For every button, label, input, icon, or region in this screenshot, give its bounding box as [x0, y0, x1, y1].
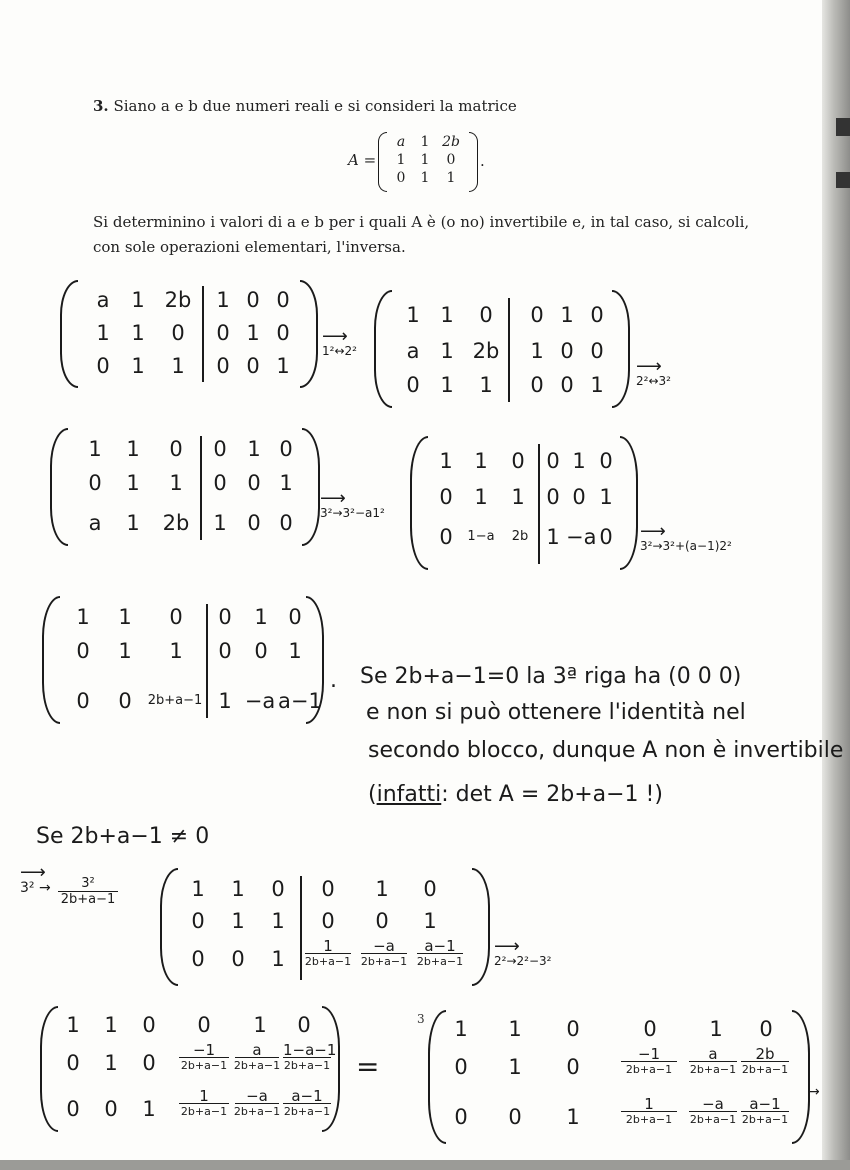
matrix-row — [392, 336, 612, 366]
matrix-cell: 0 — [530, 303, 544, 327]
matrix-row — [58, 1087, 331, 1124]
matrix-row — [68, 434, 302, 464]
matrix-cell: 1 — [276, 354, 290, 378]
matrix-cell: 1 — [530, 339, 544, 363]
matrix-cell: 1 — [142, 1097, 156, 1121]
matrix-cell: 1 — [231, 877, 245, 901]
matrix-cell: 0 — [375, 909, 389, 933]
matrix-row — [428, 482, 620, 512]
matrix-fraction: −1 2b+a−1 — [180, 1041, 228, 1072]
matrix-cell: 1 — [590, 373, 604, 397]
problem-number: 3. — [93, 97, 109, 115]
matrix-cell: 0 — [566, 1017, 580, 1041]
question-line: Si determinino i valori di a e b per i quali A è (o no) invertibile e, in tal caso, si calcoli, — [93, 213, 750, 231]
matrix-cell: 0 — [66, 1051, 80, 1075]
matrix-cell: 0 — [406, 373, 420, 397]
matrix-row — [68, 508, 302, 538]
matrix-cell: 1 — [375, 877, 389, 901]
left-paren — [410, 436, 428, 570]
matrix-fraction: −a 2b+a−1 — [233, 1087, 281, 1118]
row-operation-label: 2²↔3² — [636, 374, 671, 388]
row-operation-label: 2²→2²−3² — [494, 954, 552, 968]
row-operation-5 — [20, 862, 51, 896]
matrix-cell: 1−a — [467, 529, 495, 544]
augmented-matrix-6 — [160, 868, 490, 986]
matrix-cell: 0 — [118, 689, 132, 713]
right-paren — [620, 436, 638, 570]
matrix-row — [78, 351, 300, 381]
matrix-cell: 0 — [66, 1097, 80, 1121]
matrix-cell: 1 — [76, 605, 90, 629]
augmented-matrix-4 — [410, 436, 638, 570]
matrix-row — [60, 602, 306, 632]
matrix-cell: 0 — [479, 303, 493, 327]
row-operation-label: 3²→3²+(a−1)2² — [640, 539, 732, 553]
matrix-cell: 0 — [511, 449, 525, 473]
matrix-cell: 2b — [442, 134, 460, 150]
right-paren — [300, 280, 318, 388]
matrix-cell: 1 — [118, 605, 132, 629]
matrix-cell: 1 — [288, 639, 302, 663]
matrix-cell: 1 — [126, 437, 140, 461]
matrix-cell: 2b — [472, 339, 500, 363]
matrix-cell: 1 — [171, 354, 185, 378]
matrix-cell: 1 — [572, 449, 586, 473]
matrix-cell: 0 — [169, 437, 183, 461]
op5-numerator: 3² — [58, 876, 118, 892]
matrix-A — [378, 132, 478, 192]
matrix-cell: −a — [244, 689, 276, 713]
op5-lhs: 3² — [20, 880, 35, 896]
arrow-icon: → — [38, 880, 51, 896]
matrix-cell: a — [406, 339, 420, 363]
matrix-cell: 1 — [439, 449, 453, 473]
matrix-cell: 0 — [96, 354, 110, 378]
matrix-row — [392, 370, 612, 400]
matrix-cell: 0 — [279, 437, 293, 461]
matrix-cell: a — [96, 288, 110, 312]
matrix-cell: 0 — [247, 471, 261, 495]
matrix-cell: 0 — [142, 1051, 156, 1075]
op5-denominator: 2b+a−1 — [60, 892, 116, 907]
case-2-heading: Se 2b+a−1 ≠ 0 — [36, 824, 210, 849]
problem-intro-text: Siano a e b due numeri reali e si consideri la matrice — [113, 97, 517, 115]
matrix-cell: 1 — [104, 1013, 118, 1037]
matrix-cell: 1 — [216, 288, 230, 312]
matrix-cell: a−1 — [278, 689, 322, 713]
matrix-fraction: −1 2b+a−1 — [618, 1048, 680, 1076]
matrix-cell: 0 — [254, 639, 268, 663]
right-paren — [792, 1010, 810, 1144]
matrix-cell: 1 — [213, 511, 227, 535]
problem-intro — [93, 96, 773, 116]
matrix-cell: 0 — [276, 288, 290, 312]
matrix-fraction: 1 2b+a−1 — [180, 1087, 228, 1118]
matrix-cell: 0 — [454, 1055, 468, 1079]
matrix-cell: 1 — [253, 1013, 267, 1037]
matrix-cell: 1 — [118, 639, 132, 663]
matrix-cell: 0 — [76, 639, 90, 663]
matrix-cell: 0 — [297, 1013, 311, 1037]
matrix-cell: a — [396, 134, 406, 150]
matrix-cell: −a — [566, 525, 597, 549]
page-number: 3 — [417, 1012, 425, 1026]
matrix-cell: 0 — [566, 1055, 580, 1079]
matrix-cell: 0 — [590, 339, 604, 363]
matrix-fraction: a−1 2b+a−1 — [741, 1095, 789, 1126]
matrix-cell: 0 — [76, 689, 90, 713]
matrix-cell: 1 — [511, 485, 525, 509]
matrix-row — [60, 686, 322, 716]
matrix-cell: 1 — [440, 339, 454, 363]
arrow-icon: ⟶ — [636, 356, 662, 377]
row-operation-3 — [320, 488, 385, 520]
matrix-fraction: −a 2b+a−1 — [360, 937, 408, 968]
matrix-cell: 1 — [169, 639, 183, 663]
note-paren: ( — [368, 782, 377, 807]
matrix-cell: 1 — [271, 909, 285, 933]
matrix-row — [58, 1041, 337, 1078]
matrix-cell: 0 — [246, 354, 260, 378]
matrix-fraction: 1 2b+a−1 — [618, 1098, 680, 1126]
augmented-matrix-2 — [374, 290, 630, 408]
row-operation-label: 1²↔2² — [322, 344, 357, 358]
matrix-cell: 1 — [423, 909, 437, 933]
matrix-cell: 0 — [546, 485, 560, 509]
matrix-cell: 0 — [88, 471, 102, 495]
matrix-cell: 1 — [126, 471, 140, 495]
matrix-cell: 0 — [218, 605, 232, 629]
matrix5-period: . — [330, 668, 337, 693]
matrix-cell: 1 — [271, 947, 285, 971]
matrix-cell: 0 — [216, 321, 230, 345]
matrix-cell: 0 — [218, 639, 232, 663]
matrix-cell: 0 — [643, 1017, 657, 1041]
matrix-row — [78, 285, 300, 315]
matrix-cell: 2b — [511, 529, 529, 544]
left-paren — [40, 1006, 58, 1132]
matrix-cell: 0 — [446, 152, 456, 168]
matrix-cell: 0 — [599, 449, 613, 473]
matrix-cell: 0 — [271, 877, 285, 901]
matrix-cell: 2b — [164, 288, 192, 312]
matrix-cell: 1 — [454, 1017, 468, 1041]
right-paren — [302, 428, 320, 546]
note-line: e non si può ottenere l'identità nel — [366, 700, 746, 725]
matrix-cell: 1 — [247, 437, 261, 461]
matrix-cell: 1 — [218, 689, 232, 713]
row-operation-label: 3²→3²−a1² — [320, 506, 385, 520]
matrix-cell: 1 — [126, 511, 140, 535]
matrix-cell: 1 — [131, 321, 145, 345]
matrix-cell: 0 — [560, 339, 574, 363]
matrix-fraction: a 2b+a−1 — [689, 1045, 737, 1076]
matrix-row — [178, 906, 472, 936]
note-line: secondo blocco, dunque A non è invertibile — [368, 738, 844, 763]
arrow-icon: ⟶ — [322, 326, 348, 347]
left-paren — [60, 280, 78, 388]
matrix-cell: 1 — [66, 1013, 80, 1037]
matrix-fraction: a−1 2b+a−1 — [416, 937, 464, 968]
matrix-fraction: a 2b+a−1 — [233, 1041, 281, 1072]
matrix-cell: 2b — [162, 511, 190, 535]
matrix-cell: 0 — [321, 877, 335, 901]
arrow-icon: ⟶ — [20, 862, 46, 883]
matrix-row — [446, 1014, 792, 1044]
matrix-fraction: 2b 2b+a−1 — [741, 1045, 789, 1076]
matrix-cell: 0 — [213, 471, 227, 495]
matrix-period: . — [480, 152, 485, 170]
matrix-cell: 0 — [197, 1013, 211, 1037]
matrix-cell: 1 — [96, 321, 110, 345]
matrix-cell: 0 — [231, 947, 245, 971]
arrow-icon: ⟶ — [494, 936, 520, 957]
matrix-row — [178, 937, 472, 974]
matrix-cell: 0 — [454, 1105, 468, 1129]
matrix-cell: 1 — [440, 373, 454, 397]
augmented-matrix-7 — [40, 1006, 340, 1132]
left-paren — [378, 132, 387, 192]
arrow-icon: ⟶ — [640, 521, 666, 542]
scan-edge-mark — [836, 172, 850, 188]
matrix-row — [446, 1045, 792, 1082]
augmented-matrix-5 — [42, 596, 324, 724]
matrix-cell: 1 — [191, 877, 205, 901]
op5-fraction — [58, 876, 118, 907]
matrix-cell: 1 — [420, 170, 430, 186]
matrix-cell: 0 — [279, 511, 293, 535]
matrix-fraction: 1 2b+a−1 — [304, 937, 352, 968]
matrix-cell: 0 — [759, 1017, 773, 1041]
matrix-cell: 1 — [231, 909, 245, 933]
matrix-row — [78, 318, 300, 348]
matrix-cell: 0 — [572, 485, 586, 509]
matrix-cell: a — [88, 511, 102, 535]
matrix-cell: 1 — [131, 354, 145, 378]
matrix-cell: 0 — [104, 1097, 118, 1121]
scan-bottom-edge — [0, 1160, 850, 1170]
matrix-cell: 1 — [508, 1055, 522, 1079]
matrix-cell: 0 — [423, 877, 437, 901]
matrix-cell: 0 — [288, 605, 302, 629]
arrow-icon: ⟶ — [320, 488, 346, 509]
left-paren — [50, 428, 68, 546]
matrix-row — [60, 636, 306, 666]
matrix-cell: 2b+a−1 — [147, 693, 203, 708]
matrix-row — [58, 1010, 322, 1040]
row-operation-1 — [322, 326, 357, 358]
matrix-cell: 1 — [131, 288, 145, 312]
matrix-cell: 0 — [213, 437, 227, 461]
note-line: Se 2b+a−1=0 la 3ª riga ha (0 0 0) — [360, 664, 742, 689]
matrix-cell: 0 — [546, 449, 560, 473]
matrix-cell: 1 — [246, 321, 260, 345]
row-operation-4 — [640, 521, 732, 553]
note-infatti: infatti — [376, 782, 442, 807]
matrix-cell: 1 — [446, 170, 456, 186]
matrix-cell: 1 — [88, 437, 102, 461]
matrix-cell: 1 — [479, 373, 493, 397]
matrix-cell: 0 — [191, 947, 205, 971]
matrix-cell: 1 — [396, 152, 406, 168]
matrix-cell: 1 — [420, 152, 430, 168]
matrix-cell: 0 — [396, 170, 406, 186]
matrix-cell: 0 — [508, 1105, 522, 1129]
problem-question — [93, 210, 773, 260]
augmented-matrix-8 — [428, 1010, 810, 1144]
question-line: con sole operazioni elementari, l'inversa. — [93, 238, 406, 256]
matrix-cell: 1 — [420, 134, 430, 150]
matrix-cell: 1 — [546, 525, 560, 549]
note-det: : det A = 2b+a−1 !) — [441, 782, 663, 807]
matrix-cell: 0 — [142, 1013, 156, 1037]
matrix-cell: 0 — [169, 605, 183, 629]
matrix-cell: 0 — [246, 288, 260, 312]
matrix-cell: 1 — [560, 303, 574, 327]
right-paren — [472, 868, 490, 986]
matrix-cell: 0 — [439, 485, 453, 509]
matrix-fraction: a−1 2b+a−1 — [283, 1087, 331, 1118]
matrix-cell: 0 — [321, 909, 335, 933]
equals-sign: = — [356, 1050, 380, 1083]
matrix-row — [392, 300, 612, 330]
scan-edge-mark — [836, 118, 850, 136]
matrix-row — [178, 874, 472, 904]
matrix-cell: 1 — [406, 303, 420, 327]
matrix-cell: 1 — [508, 1017, 522, 1041]
matrix-row — [428, 446, 620, 476]
left-paren — [374, 290, 392, 408]
matrix-cell: 1 — [474, 449, 488, 473]
matrix-fraction: −a 2b+a−1 — [689, 1095, 737, 1126]
matrix-row — [446, 1095, 792, 1132]
augmented-matrix-1 — [60, 280, 318, 388]
matrix-cell: 1 — [279, 471, 293, 495]
matrix-row — [68, 468, 302, 498]
matrix-cell: 0 — [247, 511, 261, 535]
right-paren — [469, 132, 478, 192]
matrix-fraction: 1−a−1 2b+a−1 — [283, 1041, 337, 1072]
matrix-cell: 0 — [191, 909, 205, 933]
printed-matrix-A — [348, 132, 508, 192]
matrix-cell: 1 — [440, 303, 454, 327]
final-arrow-icon: → — [808, 1084, 820, 1100]
matrix-cell: 1 — [709, 1017, 723, 1041]
matrix-cell: 0 — [560, 373, 574, 397]
left-paren — [428, 1010, 446, 1144]
right-paren — [612, 290, 630, 408]
left-paren — [42, 596, 60, 724]
matrix-cell: 0 — [530, 373, 544, 397]
matrix-cell: 1 — [254, 605, 268, 629]
augmented-matrix-3 — [50, 428, 320, 546]
row-operation-2 — [636, 356, 671, 388]
matrix-row — [428, 522, 620, 552]
row-operation-6 — [494, 936, 552, 968]
matrix-cell: 0 — [171, 321, 185, 345]
matrix-cell: 0 — [590, 303, 604, 327]
note-line-infatti — [368, 782, 663, 807]
matrix-cell: 1 — [599, 485, 613, 509]
left-paren — [160, 868, 178, 986]
matrix-cell: 0 — [216, 354, 230, 378]
matrix-cell: 0 — [599, 525, 613, 549]
matrix-cell: 0 — [439, 525, 453, 549]
matrix-label: A = — [348, 151, 377, 169]
matrix-cell: 1 — [169, 471, 183, 495]
matrix-cell: 0 — [276, 321, 290, 345]
matrix-cell: 1 — [104, 1051, 118, 1075]
matrix-cell: 1 — [566, 1105, 580, 1129]
matrix-cell: 1 — [474, 485, 488, 509]
